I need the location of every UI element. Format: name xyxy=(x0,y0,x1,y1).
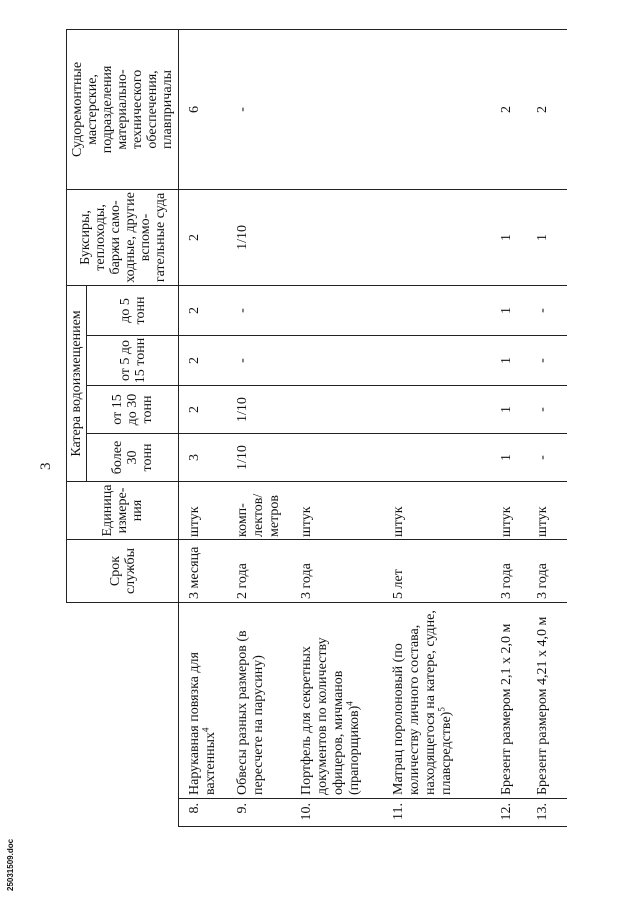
footer-filename: 25031509.doc xyxy=(6,838,15,891)
row-number: 10. xyxy=(291,799,383,827)
row-term: 3 года xyxy=(291,540,383,603)
row-value-3: 1 xyxy=(491,285,527,335)
header-tugs: Буксиры, теплоходы, баржи само-ходные, другие вспомо-гательные суда xyxy=(67,189,179,285)
header-shipyard: Судоремонтные мастерские, подразделения материально-технического обеспечения, плавпричалы xyxy=(67,29,179,189)
row-value-2 xyxy=(383,336,491,386)
header-boat-15-30: от 15 до 30 тонн xyxy=(87,386,179,434)
table-row xyxy=(179,29,228,826)
row-number: 9. xyxy=(227,799,291,827)
row-value-1 xyxy=(291,386,383,434)
table-row xyxy=(383,29,491,826)
header-boats-group: Катера водоизмещением xyxy=(67,285,87,481)
row-value-5: - xyxy=(227,29,291,189)
row-value-2: 1 xyxy=(491,336,527,386)
row-name xyxy=(491,603,527,799)
row-unit: штук xyxy=(527,482,567,540)
row-value-4: 2 xyxy=(179,189,228,285)
row-value-3: - xyxy=(227,285,291,335)
row-value-1: 2 xyxy=(179,386,228,434)
row-value-2: - xyxy=(527,336,567,386)
table-row xyxy=(291,29,383,826)
header-boat-over-30: более 30 тонн xyxy=(87,434,179,482)
row-value-0 xyxy=(291,434,383,482)
footnote-mark: 4 xyxy=(344,701,355,706)
row-value-1: - xyxy=(527,386,567,434)
row-name-text: Брезент размером 4,21 х 4,0 м xyxy=(535,616,550,795)
row-value-3: - xyxy=(527,285,567,335)
row-value-0 xyxy=(383,434,491,482)
row-value-1 xyxy=(383,386,491,434)
row-value-2 xyxy=(291,336,383,386)
row-value-3: 2 xyxy=(179,285,228,335)
row-number: 12. xyxy=(491,799,527,827)
row-unit: комп-лектов/ метров xyxy=(227,482,291,540)
header-name-blank xyxy=(67,603,179,827)
footnote-mark: 4 xyxy=(200,727,211,732)
header-boat-under-5: до 5 тонн xyxy=(87,285,179,335)
row-value-5: 2 xyxy=(491,29,527,189)
row-value-0: - xyxy=(527,434,567,482)
table-row xyxy=(227,29,291,826)
row-value-0: 1/10 xyxy=(227,434,291,482)
row-unit: штук xyxy=(383,482,491,540)
row-value-5 xyxy=(291,29,383,189)
row-unit: штук xyxy=(491,482,527,540)
row-value-2: - xyxy=(227,336,291,386)
row-value-5: 2 xyxy=(527,29,567,189)
supply-table xyxy=(66,29,567,827)
row-unit: штук xyxy=(291,482,383,540)
row-number: 8. xyxy=(179,799,228,827)
row-name xyxy=(383,603,491,799)
row-value-2: 2 xyxy=(179,336,228,386)
row-value-5 xyxy=(383,29,491,189)
row-value-1: 1/10 xyxy=(227,386,291,434)
row-value-4 xyxy=(383,189,491,285)
row-number: 13. xyxy=(527,799,567,827)
row-value-5: 6 xyxy=(179,29,228,189)
row-value-4: 1/10 xyxy=(227,189,291,285)
row-value-4: 1 xyxy=(491,189,527,285)
row-term: 5 лет xyxy=(383,540,491,603)
table-row xyxy=(491,29,527,826)
row-value-3 xyxy=(291,285,383,335)
row-name xyxy=(527,603,567,799)
table-row xyxy=(527,29,567,826)
row-name-text: Обвесы разных размеров (в пересчете на парусину) xyxy=(235,630,266,795)
row-term: 3 года xyxy=(527,540,567,603)
row-value-3 xyxy=(383,285,491,335)
row-name-text: Нарукавная повязка для вахтенных xyxy=(187,652,218,795)
row-term: 3 месяца xyxy=(179,540,228,603)
row-value-0: 1 xyxy=(491,434,527,482)
row-number: 11. xyxy=(383,799,491,827)
row-term: 3 года xyxy=(491,540,527,603)
row-term: 2 года xyxy=(227,540,291,603)
row-value-4 xyxy=(291,189,383,285)
row-name-text: Матрац поролоновый (по количеству личного состава, находящегося на катере, судне, плавсредстве) xyxy=(391,610,454,795)
row-name xyxy=(227,603,291,799)
header-term: Срок службы xyxy=(67,540,179,603)
footnote-mark: 5 xyxy=(436,707,447,712)
row-name xyxy=(179,603,228,799)
row-value-0: 3 xyxy=(179,434,228,482)
row-name-text: Портфель для секретных документов по количеству офицеров, мичманов (прапорщиков) xyxy=(299,637,362,795)
header-unit: Единица измере-ния xyxy=(67,482,179,540)
row-name xyxy=(291,603,383,799)
table-body xyxy=(179,29,568,826)
row-value-4: 1 xyxy=(527,189,567,285)
row-unit: штук xyxy=(179,482,228,540)
page-number: 3 xyxy=(38,462,54,470)
row-value-1: 1 xyxy=(491,386,527,434)
row-name-text: Брезент размером 2,1 х 2,0 м xyxy=(499,623,514,795)
header-boat-5-15: от 5 до 15 тонн xyxy=(87,336,179,386)
